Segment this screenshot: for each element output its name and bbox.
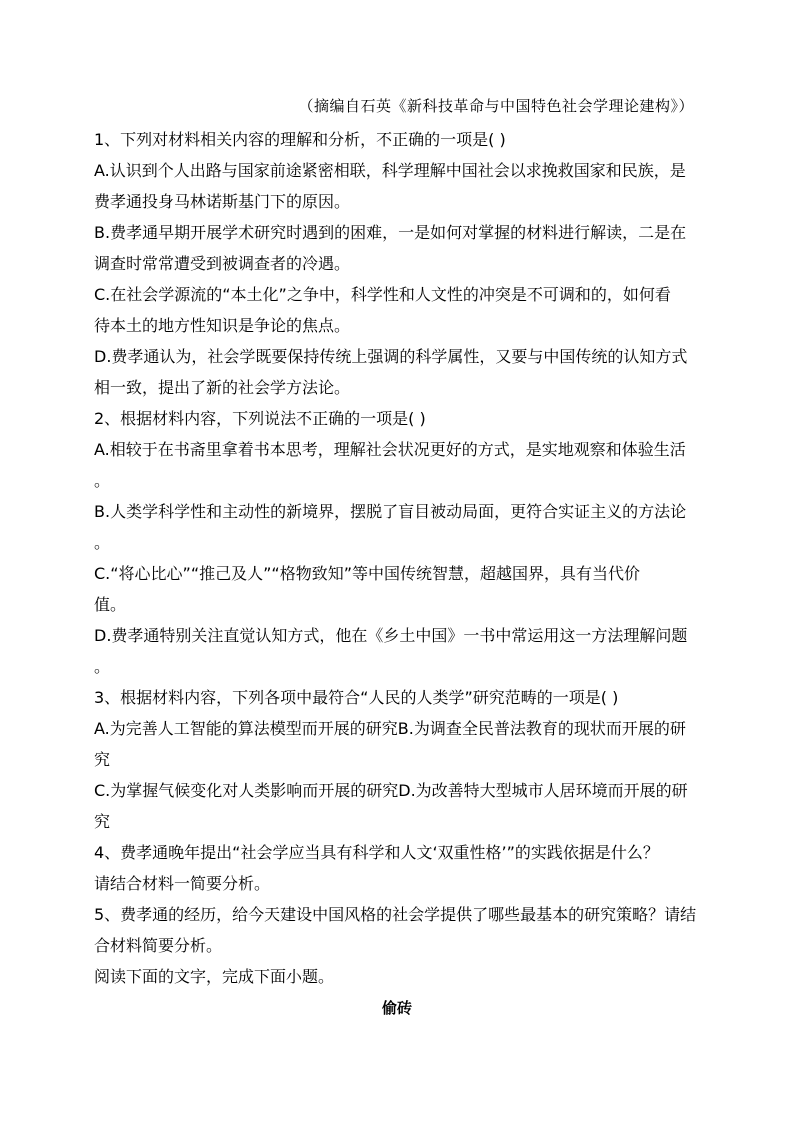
q5-line2: 合材料简要分析。 [94, 936, 223, 955]
q2-option-d-line2: 。 [94, 657, 111, 676]
reading-instruction: 阅读下面的文字，完成下面小题。 [94, 967, 335, 986]
question-text [94, 124, 702, 992]
q2-option-a-line1: A.相较于在书斋里拿着书本思考，理解社会状况更好的方式，是实地观察和体验生活 [94, 440, 686, 459]
q1-option-b-line1: B.费孝通早期开展学术研究时遇到的困难，一是如何对掌握的材料进行解读，二是在 [94, 223, 687, 242]
q3-options-ab-line2: 究 [94, 750, 111, 769]
q4-line1: 4、费孝通晚年提出“社会学应当具有科学和人文‘双重性格’”的实践依据是什么？ [94, 843, 659, 862]
q2-option-a-line2: 。 [94, 471, 111, 490]
passage-title: 偷砖 [381, 999, 412, 1017]
q1-option-a-line1: A.认识到个人出路与国家前途紧密相联，科学理解中国社会以求挽救国家和民族，是 [94, 161, 686, 180]
q1-option-a-line2: 费孝通投身马林诺斯基门下的原因。 [94, 192, 351, 211]
source-citation: （摘编自石英《新科技革命与中国特色社会学理论建构》） [298, 97, 694, 115]
q2-option-d-line1: D.费孝通特别关注直觉认知方式，他在《乡土中国》一书中常运用这一方法理解问题 [94, 626, 688, 645]
q1-option-c-line2: 待本土的地方性知识是争论的焦点。 [94, 316, 351, 335]
q2-option-c-line2: 值。 [94, 595, 127, 614]
q1-stem: 1、下列对材料相关内容的理解和分析，不正确的一项是( ) [94, 130, 506, 149]
q3-options-cd-line2: 究 [94, 812, 111, 831]
q3-stem: 3、根据材料内容，下列各项中最符合“人民的人类学”研究范畴的一项是( ) [94, 688, 619, 707]
q1-option-c-line1: C.在社会学源流的“本土化”之争中，科学性和人文性的冲突是不可调和的，如何看 [94, 285, 671, 304]
q3-options-ab-line1: A.为完善人工智能的算法模型而开展的研究B.为调查全民普法教育的现状而开展的研 [94, 719, 686, 738]
q2-option-b-line1: B.人类学科学性和主动性的新境界，摆脱了盲目被动局面，更符合实证主义的方法论 [94, 502, 687, 521]
q4-line2: 请结合材料一简要分析。 [94, 874, 271, 893]
q1-option-d-line2: 相一致，提出了新的社会学方法论。 [94, 378, 351, 397]
q1-option-d-line1: D.费孝通认为，社会学既要保持传统上强调的科学属性，又要与中国传统的认知方式 [94, 347, 688, 366]
q2-option-c-line1: C.“将心比心”“推己及人”“格物致知”等中国传统智慧，超越国界，具有当代价 [94, 564, 640, 583]
q1-option-b-line2: 调查时常常遭受到被调查者的冷遇。 [94, 254, 351, 273]
q5-line1: 5、费孝通的经历，给今天建设中国风格的社会学提供了哪些最基本的研究策略？请结 [94, 905, 697, 924]
q3-options-cd-line1: C.为掌握气候变化对人类影响而开展的研究D.为改善特大型城市人居环境而开展的研 [94, 781, 688, 800]
q2-stem: 2、根据材料内容，下列说法不正确的一项是( ) [94, 409, 426, 428]
q2-option-b-line2: 。 [94, 533, 111, 552]
